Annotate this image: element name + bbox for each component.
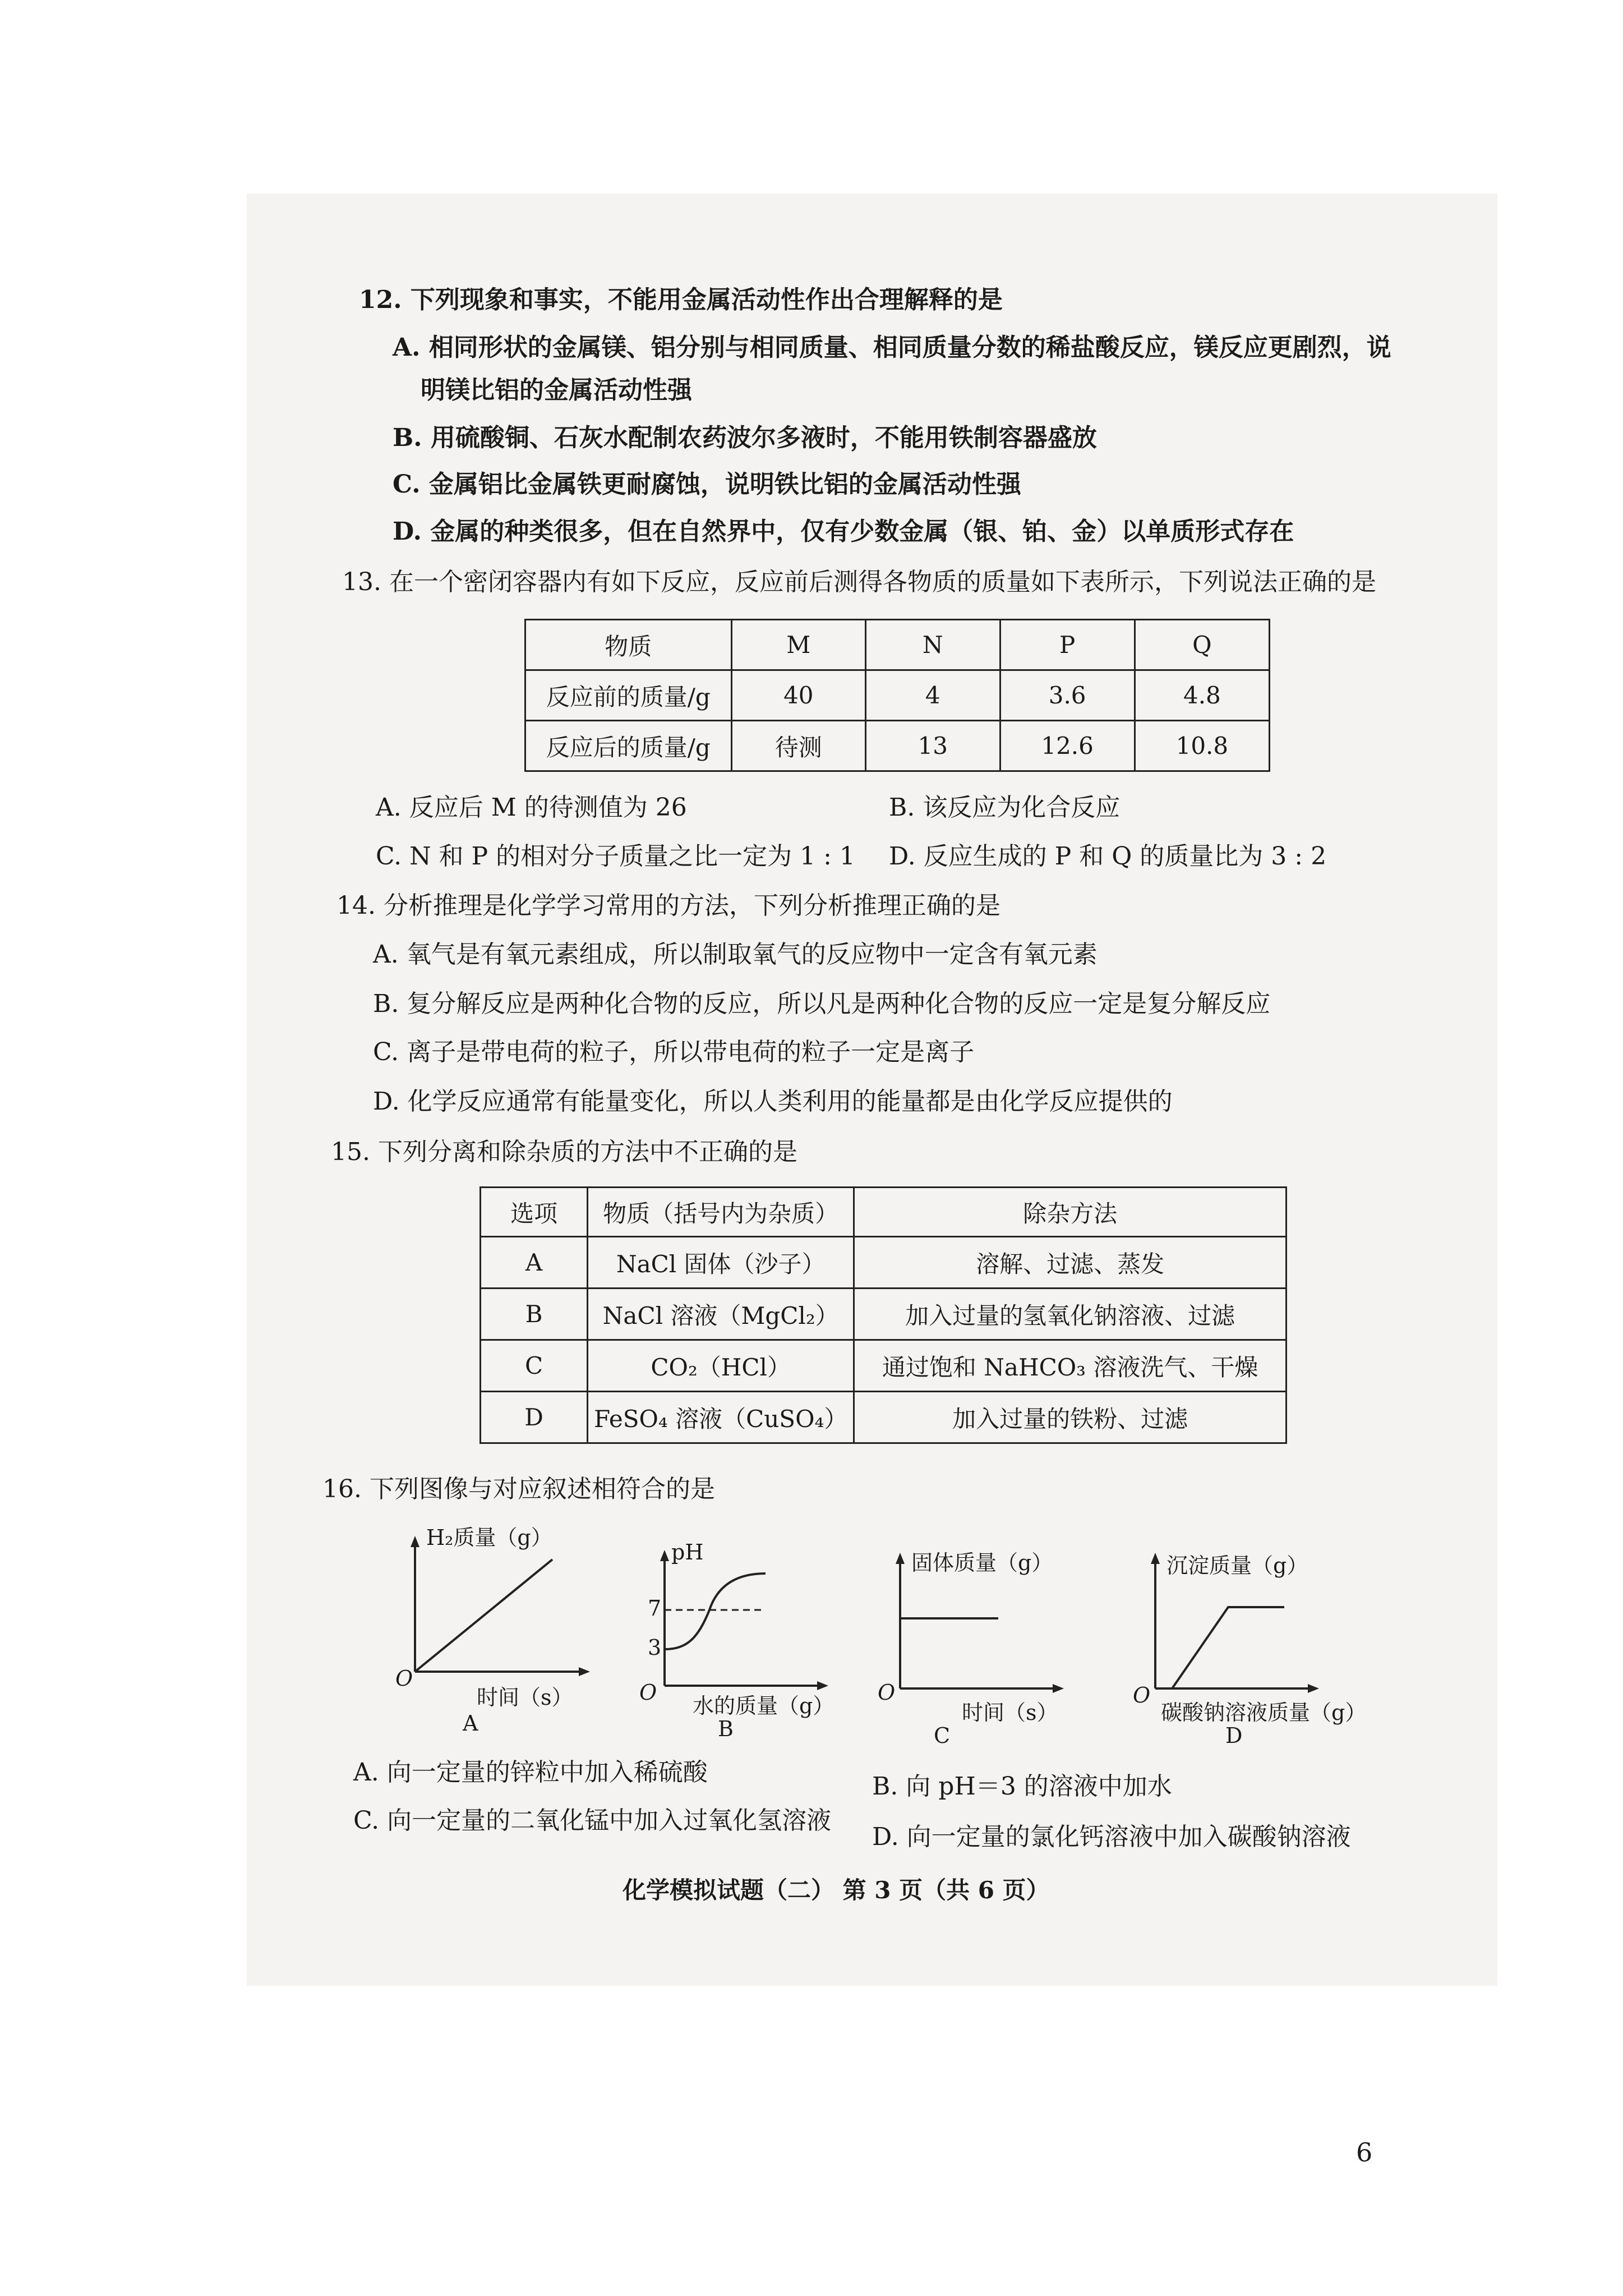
q12-stem: 12. 下列现象和事实，不能用金属活动性作出合理解释的是 — [359, 286, 1003, 314]
table-cell: 40 — [731, 670, 865, 721]
graph-b-ylabel: pH — [671, 1540, 704, 1565]
table-header-row — [525, 620, 1270, 670]
table-cell: 13 — [866, 721, 1000, 771]
table-cell: Q — [1135, 620, 1269, 670]
table-cell: 10.8 — [1135, 721, 1269, 771]
q16-option-d: D. 向一定量的氯化钙溶液中加入碳酸钠溶液 — [872, 1823, 1351, 1851]
table-cell: P — [1000, 620, 1135, 670]
table-cell: 加入过量的氢氧化钠溶液、过滤 — [854, 1289, 1287, 1340]
table-cell: 除杂方法 — [854, 1188, 1287, 1237]
graph-b-origin: O — [639, 1680, 657, 1705]
q13-option-a: A. 反应后 M 的待测值为 26 — [376, 793, 687, 822]
table-cell: CO₂（HCl） — [588, 1340, 854, 1392]
q16-option-b: B. 向 pH＝3 的溶液中加水 — [872, 1772, 1172, 1801]
graph-c-xlabel: 时间（s） — [962, 1700, 1058, 1725]
graph-a-ylabel: H₂质量（g） — [426, 1525, 552, 1550]
table-cell: 物质（括号内为杂质） — [588, 1188, 854, 1237]
q13-option-d: D. 反应生成的 P 和 Q 的质量比为 3 : 2 — [889, 842, 1327, 871]
q13-option-c: C. N 和 P 的相对分子质量之比一定为 1 : 1 — [376, 842, 855, 871]
page-footer: 化学模拟试题（二） 第 3 页（共 6 页） — [623, 1876, 1050, 1904]
graph-b-xlabel: 水的质量（g） — [693, 1694, 834, 1718]
table-cell: NaCl 溶液（MgCl₂） — [588, 1289, 854, 1340]
q15-stem: 15. 下列分离和除杂质的方法中不正确的是 — [331, 1138, 797, 1166]
graph-a-origin: O — [395, 1666, 413, 1691]
graph-d-tag: D — [1225, 1723, 1243, 1748]
table-cell: 选项 — [481, 1188, 588, 1237]
q12-option-a: A. 相同形状的金属镁、铝分别与相同质量、相同质量分数的稀盐酸反应，镁反应更剧烈，说 — [393, 333, 1391, 362]
table-cell: 3.6 — [1000, 670, 1135, 721]
table-header-row — [481, 1188, 1287, 1237]
table-cell: 通过饱和 NaHCO₃ 溶液洗气、干燥 — [854, 1340, 1287, 1392]
graph-b-ytick-3: 3 — [648, 1635, 662, 1660]
graph-c-tag: C — [934, 1723, 951, 1748]
graph-b-tag: B — [718, 1717, 734, 1741]
table-cell: B — [481, 1289, 588, 1340]
graph-a-line — [415, 1559, 552, 1672]
table-cell: C — [481, 1340, 588, 1392]
table-cell: 反应前的质量/g — [525, 670, 732, 721]
table-cell: 物质 — [525, 620, 732, 670]
q14-option-b: B. 复分解反应是两种化合物的反应，所以凡是两种化合物的反应一定是复分解反应 — [373, 990, 1271, 1018]
graph-c-ylabel: 固体质量（g） — [911, 1550, 1053, 1575]
graph-a-xlabel: 时间（s） — [477, 1685, 573, 1710]
q16-stem: 16. 下列图像与对应叙述相符合的是 — [322, 1475, 715, 1503]
q13-mass-table — [524, 619, 1270, 772]
q15-impurity-table — [479, 1186, 1287, 1444]
graph-b — [639, 1540, 834, 1741]
graph-a-tag: A — [463, 1711, 478, 1736]
graph-d-ylabel: 沉淀质量（g） — [1166, 1553, 1308, 1578]
q16-option-c: C. 向一定量的二氧化锰中加入过氧化氢溶液 — [353, 1806, 832, 1835]
q14-option-d: D. 化学反应通常有能量变化，所以人类利用的能量都是由化学反应提供的 — [373, 1087, 1173, 1116]
table-row — [481, 1237, 1287, 1289]
q14-stem: 14. 分析推理是化学学习常用的方法，下列分析推理正确的是 — [336, 891, 1000, 920]
graph-b-curve — [665, 1573, 766, 1649]
table-row — [525, 721, 1270, 771]
graph-d-xlabel: 碳酸钠溶液质量（g） — [1161, 1700, 1367, 1725]
table-cell: D — [481, 1392, 588, 1443]
table-row — [481, 1392, 1287, 1443]
table-cell: NaCl 固体（沙子） — [588, 1237, 854, 1289]
graph-b-axes — [653, 1545, 833, 1691]
graph-d-line — [1172, 1607, 1284, 1688]
graph-c — [878, 1548, 1068, 1748]
graph-a-axes — [404, 1531, 589, 1688]
table-cell: 溶解、过滤、蒸发 — [854, 1237, 1287, 1289]
page-number: 6 — [1356, 2137, 1373, 2168]
table-cell: N — [866, 620, 1000, 670]
table-cell: 4 — [866, 670, 1000, 721]
graph-c-origin: O — [878, 1680, 896, 1705]
graph-b-ytick-7: 7 — [648, 1596, 662, 1621]
table-cell: 4.8 — [1135, 670, 1269, 721]
table-cell: A — [481, 1237, 588, 1289]
graph-d-origin: O — [1133, 1683, 1151, 1708]
table-cell: 加入过量的铁粉、过滤 — [854, 1392, 1287, 1443]
q12-option-a-cont: 明镁比铝的金属活动性强 — [421, 376, 692, 404]
q14-option-a: A. 氧气是有氧元素组成，所以制取氧气的反应物中一定含有氧元素 — [373, 940, 1098, 969]
q13-option-b: B. 该反应为化合反应 — [889, 793, 1121, 822]
table-cell: FeSO₄ 溶液（CuSO₄） — [588, 1392, 854, 1443]
table-cell: 12.6 — [1000, 721, 1135, 771]
graph-a — [395, 1525, 589, 1736]
q16-option-a: A. 向一定量的锌粒中加入稀硫酸 — [353, 1758, 708, 1787]
table-row — [481, 1340, 1287, 1392]
table-cell: M — [731, 620, 865, 670]
graph-d — [1133, 1548, 1367, 1748]
q13-stem: 13. 在一个密闭容器内有如下反应，反应前后测得各物质的质量如下表所示，下列说法正确的是 — [342, 568, 1376, 596]
q12-option-b: B. 用硫酸铜、石灰水配制农药波尔多液时，不能用铁制容器盛放 — [393, 424, 1097, 452]
table-cell: 反应后的质量/g — [525, 721, 732, 771]
q14-option-c: C. 离子是带电荷的粒子，所以带电荷的粒子一定是离子 — [373, 1038, 975, 1066]
q12-option-d: D. 金属的种类很多，但在自然界中，仅有少数金属（银、铂、金）以单质形式存在 — [393, 517, 1294, 546]
q12-option-c: C. 金属铝比金属铁更耐腐蚀，说明铁比铝的金属活动性强 — [393, 470, 1021, 499]
table-row — [525, 670, 1270, 721]
table-cell: 待测 — [731, 721, 865, 771]
table-row — [481, 1289, 1287, 1340]
